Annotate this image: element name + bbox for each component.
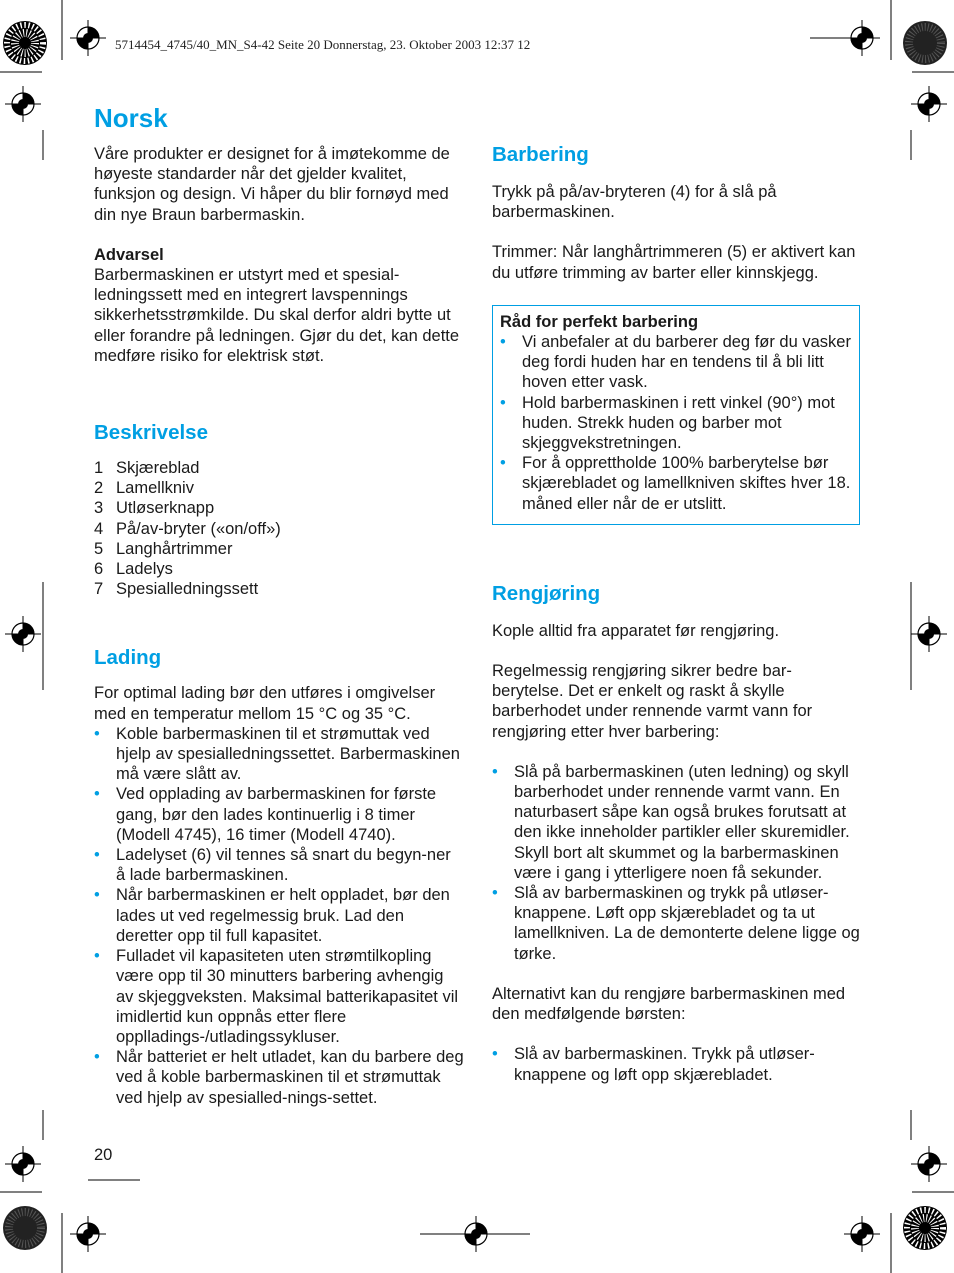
starburst-top-left [3,21,47,65]
list-item: 4 På/av-bryter («on/off») [94,519,281,538]
cleaning-para-1: Kople alltid fra apparatet før rengjøring. [492,621,780,640]
list-item: • Ladelyset (6) vil tennes så snart du begyn-ner å lade barbermaskinen. [94,845,464,885]
print-header-line: 5714454_4745/40_MN_S4-42 Seite 20 Donnerstag, 23. Oktober 2003 12:37 12 [115,37,531,52]
cleaning-list-2 [492,1044,860,1084]
description-heading: Beskrivelse [94,421,208,445]
list-item: 6 Ladelys [94,560,173,579]
list-item: 3 Utløserknapp [94,499,215,518]
list-item: • Hold barbermaskinen i rett vinkel (90°) mot huden. Strekk huden og barber mot skjeggvekstretningen. [500,393,852,454]
list-item: • Fulladet vil kapasiteten uten strømtilkopling være opp til 30 minutters barbering avhengig av skjeggveksten. Maksimal batterikapasitet vil imidlertid kun oppnås etter flere opplladings-/utladingssykluser. [94,946,464,1047]
list-item: 5 Langhårtrimmer [94,539,233,558]
parts-list [94,458,464,599]
page-number: 20 [94,1146,113,1164]
charging-list [94,724,464,1108]
cleaning-heading: Rengjøring [492,581,601,605]
cleaning-para-2: Regelmessig rengjøring sikrer bedre bar-berytelse. Det er enkelt og raskt å skylle barberhodet under rennende varmt vann for rengjøring etter hver barbering: [492,662,813,741]
cleaning-para-3: Alternativt kan du rengjøre barbermaskinen med den medfølgende børsten: [492,984,846,1024]
tips-box [492,305,860,525]
warning-heading: Advarsel [94,245,164,264]
tips-list [500,332,852,514]
page-title: Norsk [94,103,168,133]
starburst-bottom-right [903,1206,947,1250]
shaving-para-1: Trykk på på/av-bryteren (4) for å slå på barbermaskinen. [492,183,777,222]
left-column [94,100,464,1108]
starburst-top-right [903,21,947,65]
list-item: • Når barbermaskinen er helt oppladet, bør den lades ut ved regelmessig bruk. Lad den deretter opp til full kapasitet. [94,885,464,946]
list-item: • For å opprettholde 100% barberytelse bør skjærebladet og lamellkniven skiftes hver 18. måned eller når de er utslitt. [500,453,852,514]
list-item: • Ved opplading av barbermaskinen for første gang, bør den lades kontinuerlig i 8 timer (Modell 4745), 16 timer (Modell 4740). [94,784,464,845]
starburst-bottom-left [3,1206,47,1250]
intro-paragraph: Våre produkter er designet for å imøtekomme de høyeste standarder når det gjelder kvalitet, funksjon og design. Vi håper du blir fornøyd med din nye Braun barbermaskin. [94,145,450,224]
list-item: • Når batteriet er helt utladet, kan du barbere deg ved å koble barbermaskinen til et strømuttak ved hjelp av spesialled-nings-settet. [94,1047,464,1108]
cleaning-list-1 [492,762,860,964]
list-item: • Vi anbefaler at du barberer deg før du vasker deg fordi huden har en tendens til å bli litt hoven etter vask. [500,332,852,393]
shaving-para-2: Trimmer: Når langhårtrimmeren (5) er aktivert kan du utføre trimming av barter eller kinnskjegg. [492,243,856,282]
charging-heading: Lading [94,646,162,670]
charging-intro: For optimal lading bør den utføres i omgivelser med en temperatur mellom 15 °C og 35 °C. [94,684,436,723]
warning-text: Barbermaskinen er utstyrt med et spesial-ledningssett med en integrert lavspennings sikkerhetsstrømkilde. Du skal derfor aldri bytte ut eller forandre på ledningen. Gjør du det, kan dette medføre risiko for elektrisk støt. [94,266,460,365]
list-item: • Slå på barbermaskinen (uten ledning) og skyll barberhodet under rennende varmt vann. En naturbasert såpe kan også brukes forutsatt at den ikke inneholder partikler eller skuremidler. Skyll bort alt skummet og la barbermaskinen være i gang i ytterligere noen få sekunder. [492,762,860,883]
tips-heading: Råd for perfekt barbering [500,312,699,331]
list-item: 1 Skjæreblad [94,459,200,478]
list-item: • Koble barbermaskinen til et strømuttak ved hjelp av spesialledningssettet. Barbermaskinen må være slått av. [94,724,464,785]
shaving-heading: Barbering [492,143,589,166]
list-item: • Slå av barbermaskinen og trykk på utløser-knappene. Løft opp skjærebladet og ta ut lamellkniven. La de demonterte delene ligge og tørke. [492,883,860,964]
list-item: • Slå av barbermaskinen. Trykk på utløser-knappene og løft opp skjærebladet. [492,1044,860,1084]
list-item: 2 Lamellkniv [94,479,194,498]
right-column [492,142,860,1085]
list-item: 7 Spesialledningssett [94,580,259,599]
